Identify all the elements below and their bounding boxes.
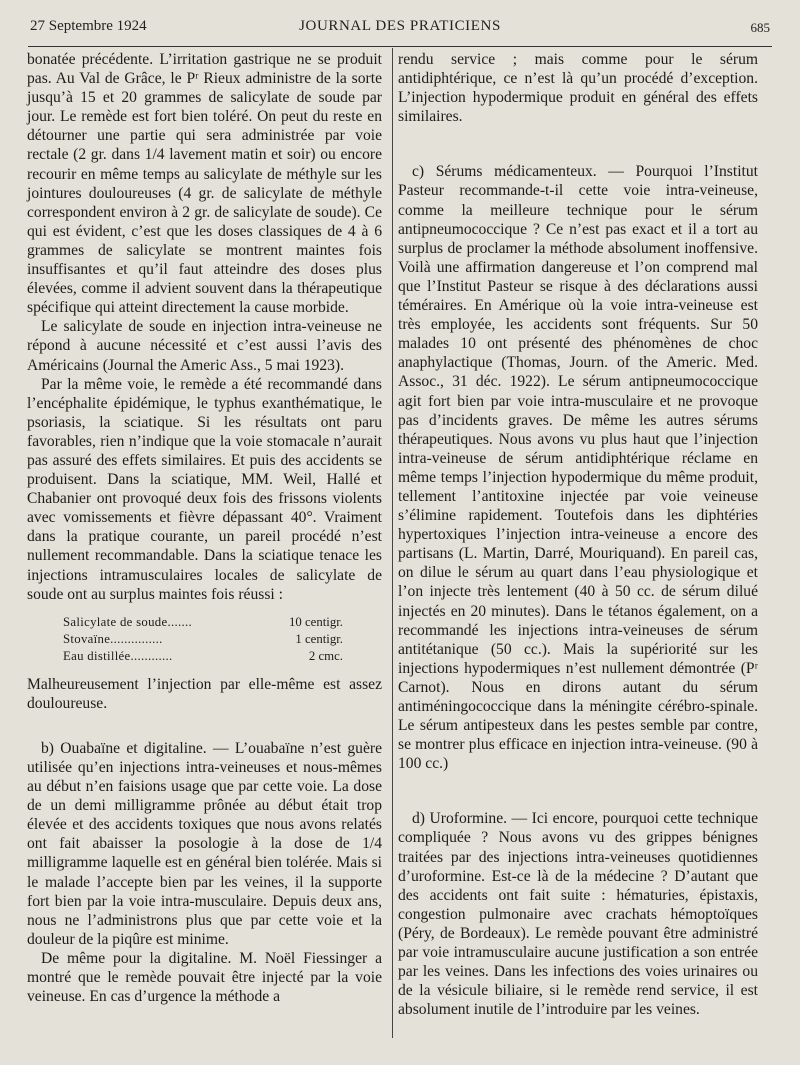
paragraph-intravenous-salicylate: Le salicylate de soude en injection intra-veineuse ne répond à aucune nécessité et c’est aussi l’avis des Américains (Journal the Americ Ass., 5 mai 1923).: [27, 318, 382, 374]
paragraph-painful-injection: Malheureusement l’injection par elle-même est assez douloureuse.: [27, 675, 382, 712]
left-column: [27, 50, 382, 1006]
journal-title: JOURNAL DES PRATICIENS: [299, 18, 501, 34]
right-column: [398, 50, 758, 1019]
formula-row: [63, 614, 343, 631]
formula-dose: 10 centigr.: [288, 614, 343, 629]
prescription-formula: [63, 614, 343, 665]
page-header: [30, 18, 770, 42]
paragraph-ouabaine: b) Ouabaïne et digitaline. — L’ouabaïne n’est guère utilisée qu’en injections intra-veineuses et nous-mêmes au début n’en faisions usage que par cette voie. La dose de un demi milligramme prônée au début était trop élevée et des accidents toxiques que nous avons relatés ont fait abaisser la posologie à la dose de 1/4 milligramme laquelle est en général bien tolérée. Mais si le malade l’accepte bien par les veines, il la supporte fort bien par la voie intra-musculaire. Depuis deux ans, nous ne l’administrons plus que par cette voie et la douleur de la piqûre est minime.: [27, 739, 382, 948]
column-divider: [392, 48, 393, 1038]
paragraph-digitaline: De même pour la digitaline. M. Noël Fiessinger a montré que le remède pouvait être injecté par la voie veineuse. En cas d’urgence la méthode a: [27, 949, 382, 1006]
formula-dose: 1 centigr.: [295, 631, 343, 646]
header-rule: [28, 46, 772, 47]
formula-ingredient: Salicylate de soude.......: [63, 614, 192, 629]
paragraph-other-indications: Par la même voie, le remède a été recommandé dans l’encéphalite épidémique, le typhus exanthématique, le psoriasis, la sciatique. Si les résultats ont paru favorables, rien n’indique que la voie stomacale n’aurait pas assuré des effets similaires. Et puis des accidents se produisent. Dans la sciatique, MM. Weil, Hallé et Chabanier ont provoqué deux fois des frissons violents avec vomissements et fièvre dépassant 40°. Vraiment dans la pratique courante, un pareil procédé n’est nullement recommandable. Dans la sciatique tenace les injections intramusculaires locales de salicylate de soude ont au surplus maintes fois réussi :: [27, 375, 382, 603]
formula-ingredient: Stovaïne...............: [63, 631, 163, 646]
page-number: 685: [750, 20, 770, 35]
paragraph-uroformine: d) Uroformine. — Ici encore, pourquoi cette technique compliquée ? Nous avons vu des grippes bénignes traitées par des injections intra-veineuses quotidiennes d’uroformine. Est-ce là de la médecine ? D’autant que des accidents ont fait suite : hématuries, épistaxis, congestion pulmonaire avec crachats hémoptoïques (Péry, de Bordeaux). Le remède pouvant être administré par voie intramusculaire aucune justification a son entrée par les veines. Dans les infections des voies urinaires ou de la vésicule biliaire, si le remède rend service, il est absolument inutile de l’introduire par les veines.: [398, 810, 758, 1019]
paragraph-continued: rendu service ; mais comme pour le sérum antidiphtérique, ce n’est là qu’un procédé d’exception. L’injection hypodermique produit en général des effets similaires.: [398, 51, 758, 126]
formula-row: [63, 648, 343, 665]
paragraph-salicylate-dosage: bonatée précédente. L’irritation gastrique ne se produit pas. Au Val de Grâce, le Pʳ Rieux administre de la sorte jusqu’à 15 et 20 grammes de salicylate de soude par jour. Le remède est fort bien toléré. On peut du reste en détourner une partie qui sera administrée par voie rectale (2 gr. dans 1/4 lavement matin et soir) ou encore recourir en même temps au salicylate de méthyle sur les jointures douloureuses (4 gr. de salicylate de méthyle correspondent environ à 2 gr. de salicylate de soude). Ce qui est évident, c’est que les doses classiques de 4 à 6 grammes de salicylate se montrent maintes fois insuffisantes et qu’il faut atteindre des doses plus élevées, comme il advient souvent dans la thérapeutique spécifique qui atteint directement la cause morbide.: [27, 51, 382, 317]
formula-row: [63, 631, 343, 648]
formula-ingredient: Eau distillée............: [63, 648, 173, 663]
formula-dose: 2 cmc.: [308, 648, 343, 663]
paragraph-serums: c) Sérums médicamenteux. — Pourquoi l’Institut Pasteur recommande-t-il cette voie intra-veineuse, comme la meilleure technique pour le sérum antipneumococcique ? Ce n’est pas exact et il a tort au surplus de proclamer la méthode absolument inoffensive. Voilà une affirmation dangereuse et l’on comprend mal que l’Institut Pasteur se risque à des déclarations aussi téméraires. En Amérique où la voie intra-veineuse est très employée, les accidents sont fréquents. Sur 50 malades 10 ont présenté des phénomènes de choc anaphylactique (Thomas, Journ. of the Americ. Med. Assoc., 31 déc. 1922). Le sérum antipneumococcique agit fort bien par voie intra-musculaire et ne provoque pas d’incidents graves. De même les autres sérums thérapeutiques. Nous avons vu plus haut que l’injection intra-veineuse de sérum antidiphtérique réclame en même temps l’injection hypodermique du même produit, tellement l’antitoxine injectée par voie veineuse s’élimine rapidement. Toutefois dans les diphtéries hypertoxiques l’injection intra-veineuse a encore des partisans (L. Martin, Darré, Mouriquand). En pareil cas, on dilue le sérum au quart dans l’eau physiologique et l’on injecte très lentement (40 à 50 cc. de sérum dilué injectés en 20 minutes). Dans le tétanos également, on a recommandé les injections intra-veineuses de sérum antitétanique (50 cc.). Mais la supériorité sur les injections hypodermiques n’est nullement démontrée (Pʳ Carnot). Nous en dirons autant du sérum antiméningococcique dans la méningite cérébro-spinale. Le sérum antipesteux dans les pestes semble par contre, se montrer plus efficace en injection intra-veineuse. (90 à 100 cc.): [398, 163, 758, 773]
header-date: 27 Septembre 1924: [30, 18, 147, 34]
